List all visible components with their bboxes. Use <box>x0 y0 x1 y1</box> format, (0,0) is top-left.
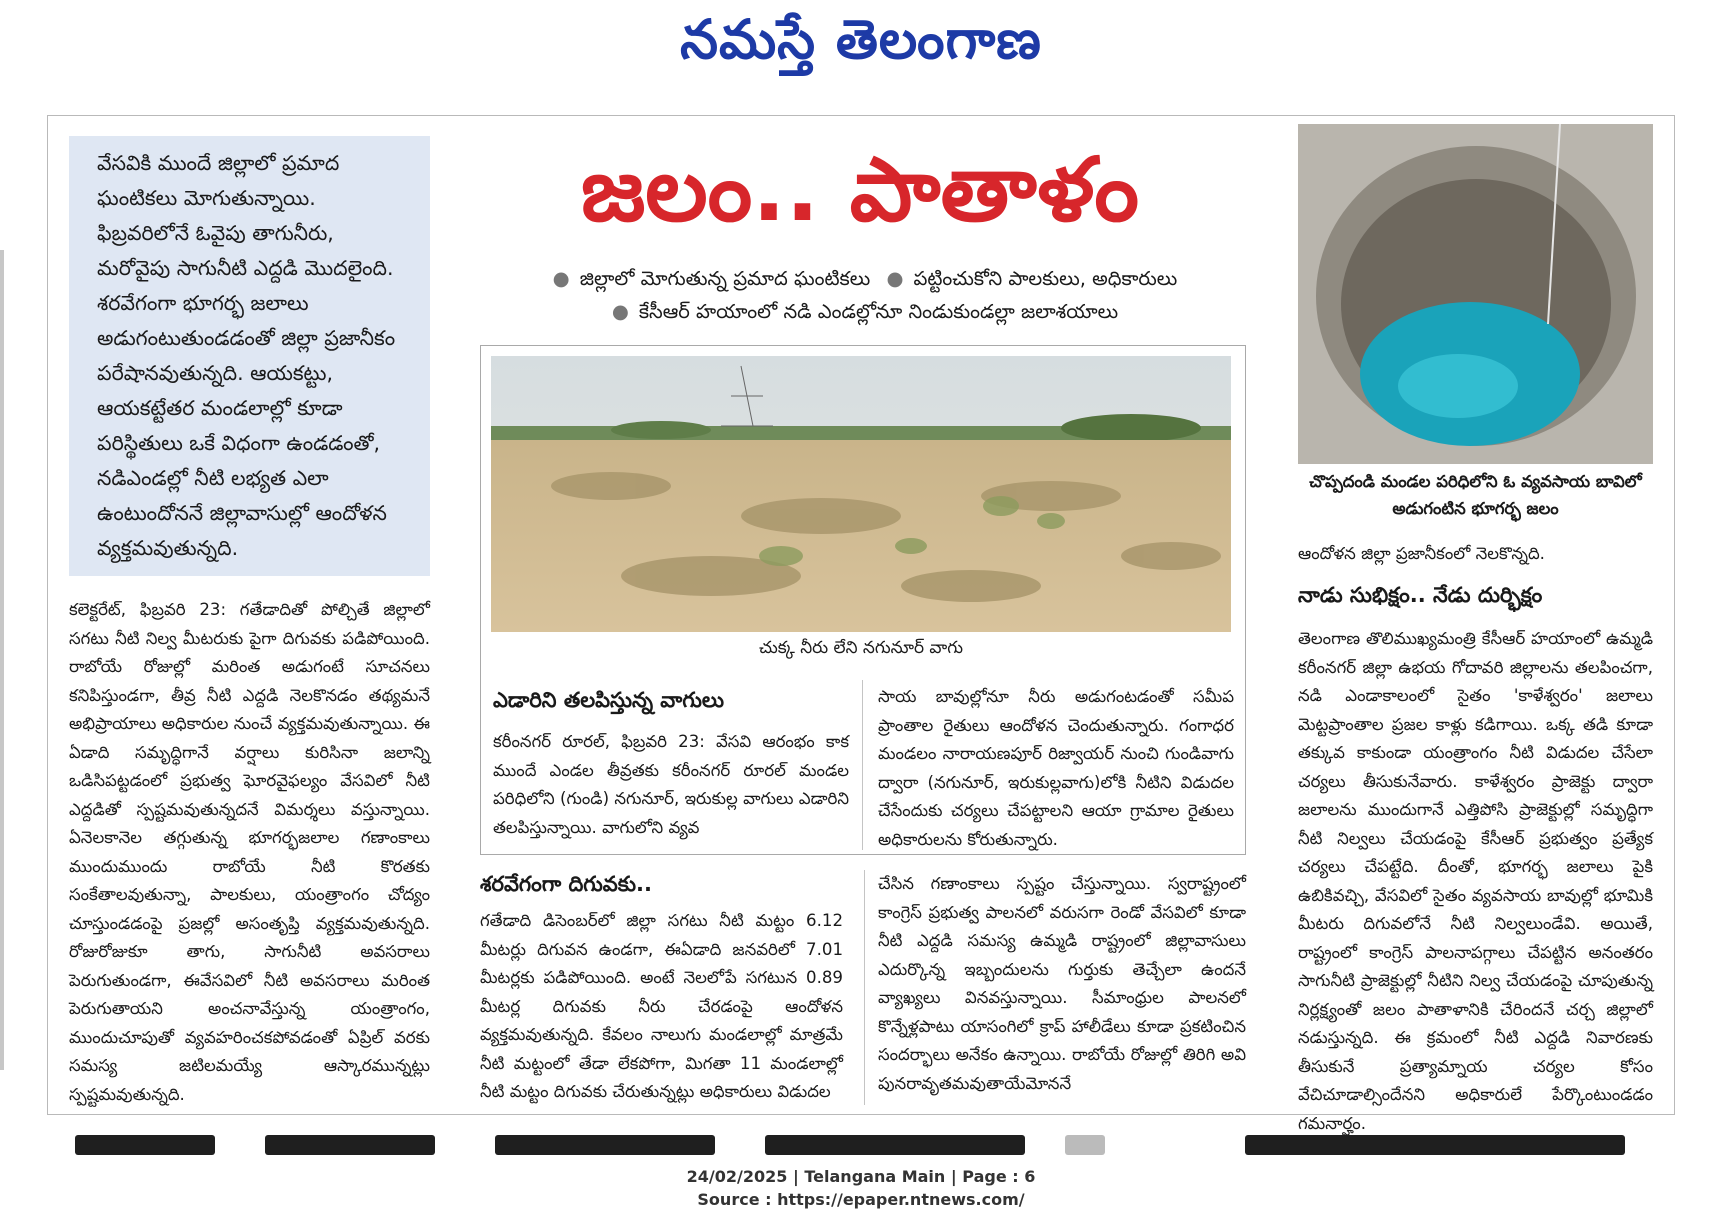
subhead-prosperity: నాడు సుభిక్షం.. నేడు దుర్భిక్షం <box>1298 583 1543 607</box>
sub2-col1 <box>480 907 843 1107</box>
bullet-icon: ● <box>886 267 904 290</box>
footer-date-line: 24/02/2025 | Telangana Main | Page : 6 <box>686 1167 1036 1186</box>
masthead-logo: నమస్తే తెలంగాణ <box>680 8 1042 71</box>
well-photo <box>1298 124 1653 464</box>
bullet-3: కేసీఆర్ హయాంలో నడి ఎండల్లోనూ నిండుకుండల్లా జలాశయాలు <box>638 300 1119 323</box>
left-body <box>69 596 430 1104</box>
teaser-text: వేసవికి ముందే జిల్లాలో ప్రమాద ఘంటికలు మోగుతున్నాయి. ఫిబ్రవరిలోనే ఓవైపు తాగునీరు, మరోవైపు సాగునీటి ఎద్దడి మొదలైంది. శరవేగంగా భూగర్భ జలాలు అడుగంటుతుండడంతో జిల్లా ప్రజానీకం పరేషానవుతున్నది. ఆయకట్టు, ఆయకట్టేతర మండలాల్లో కూడా పరిస్థితులు ఒకే విధంగా ఉండడంతో, నడిఎండల్లో నీటి లభ్యత ఎలా ఉంటుందోననే జిల్లావాసుల్లో ఆందోళన వ్యక్తమవుతున్నది. <box>97 151 396 560</box>
bullet-1: జిల్లాలో మోగుతున్న ప్రమాద ఘంటికలు <box>579 267 871 290</box>
subhead-deserts: ఎడారిని తలపిస్తున్న వాగులు <box>493 688 724 712</box>
left-body-text: కలెక్టరేట్, ఫిబ్రవరి 23: గతేడాదితో పోల్చితే జిల్లాలో సగటు నీటి నిల్వ మీటరుకు పైగా దిగువకు పడిపోయింది. రాబోయే రోజుల్లో మరింత అడుగంటే సూచనలు కనిపిస్తుండగా, తీవ్ర నీటి ఎద్దడి నెలకొనడం తథ్యమనే అభిప్రాయాలు అధికారుల నుంచే వ్యక్తమవుతున్నాయి. ఈ ఏడాది సమృద్ధిగానే వర్షాలు కురిసినా జలాన్ని ఒడిసిపట్టడంలో ప్రభుత్వ ఘోరవైఫల్యం వేసవిలో నీటి ఎద్దడితో స్పష్టమవుతున్నదనే విమర్శలు వస్తున్నాయి. ఏనెలకానెల తగ్గుతున్న భూగర్భజలాల గణాంకాలు ముందుముందు రాబోయే నీటి కొరతకు సంకేతాలవుతున్నా, పాలకులు, యంత్రాంగం చోద్యం చూస్తుండడంపై ప్రజల్లో అసంతృప్తి వ్యక్తమవుతున్నది. రోజురోజుకూ తాగు, సాగునీటి అవసరాలు పెరుగుతుండగా, ఈవేసవిలో నీటి అవసరాలు మరింత పెరుగుతాయని అంచనావేస్తున్న యంత్రాంగం, ముందుచూపుతో వ్యవహరించకపోవడంతో ఏప్రిల్ వరకు సమస్య జటిలమయ్యే ఆస్కారమున్నట్లు స్పష్టమవుతున్నది. <box>69 600 430 1104</box>
subhead-falling: శరవేగంగా దిగువకు.. <box>480 872 652 896</box>
sub2-col2-text: చేసిన గణాంకాలు స్పష్టం చేస్తున్నాయి. స్వరాష్ట్రంలో కాంగ్రెస్ ప్రభుత్వ పాలనలో వరుసగా రెండో వేసవిలో కూడా నీటి ఎద్దడి సమస్య ఉమ్మడి రాష్ట్రంలో జిల్లావాసులు ఎదుర్కొన్న ఇబ్బందులను గుర్తుకు తెచ్చేలా ఉందనే వ్యాఖ్యలు వినవస్తున్నాయి. సీమాంధ్రుల పాలనలో కొన్నేళ్లపాటు యాసంగిలో క్రాప్ హాలీడేలు కూడా ప్రకటించిన సందర్భాలు అనేకం ఉన్నాయి. రాబోయే రోజుల్లో తిరిగి అవి పునరావృతమవుతాయేమోననే <box>878 874 1246 1093</box>
sub2-col1-text: గతేడాది డిసెంబర్‌లో జిల్లా సగటు నీటి మట్టం 6.12 మీటర్లు దిగువన ఉండగా, ఈఏడాది జనవరిలో 7.01 మీటర్లకు పడిపోయింది. అంటే నెలలోపే సగటున 0.89 మీటర్ల దిగువకు నీరు చేరడంపై ఆందోళన వ్యక్తమవుతున్నది. కేవలం నాలుగు మండలాల్లో మాత్రమే నీటి మట్టంలో తేడా లేకపోగా, మిగతా 11 మండలాల్లో నీటి మట్టం దిగువకు చేరుతున్నట్లు అధికారులు విడుదల <box>480 911 843 1101</box>
footer-source-line: Source : https://epaper.ntnews.com/ <box>697 1190 1025 1209</box>
bullet-icon: ● <box>611 300 629 323</box>
column-divider <box>864 870 865 1105</box>
teaser-box <box>69 136 430 576</box>
well-caption: చొప్పదండి మండల పరిధిలోని ఓ వ్యవసాయ బావిలో అడుగంటిన భూగర్భ జలం <box>1309 472 1642 518</box>
sub1-col2 <box>878 683 1234 848</box>
adjacent-page-edge <box>0 250 4 1070</box>
sub2-col2 <box>878 870 1246 1105</box>
highlights <box>480 262 1240 328</box>
bullet-icon: ● <box>552 267 570 290</box>
bullet-2: పట్టించుకోని పాలకులు, అధికారులు <box>913 267 1178 290</box>
dry-stream-photo <box>491 356 1231 632</box>
right-body <box>1298 625 1653 1133</box>
right-body-text: తెలంగాణ తొలిముఖ్యమంత్రి కేసీఆర్ హయాంలో ఉమ్మడి కరీంనగర్ జిల్లా ఉభయ గోదావరి జిల్లాలను తలపించగా, నడి ఎండాకాలంలో సైతం 'కాళేశ్వరం' జలాలు మెట్టప్రాంతాల ప్రజల కాళ్లు కడిగాయి. ఒక్క తడి కూడా తక్కువ కాకుండా యంత్రాంగం నీటి విడుదల చేసేలా చర్యలు తీసుకునేవారు. కాళేశ్వరం ప్రాజెక్టు ద్వారా జలాలను ముందుగానే ఎత్తిపోసి ప్రాజెక్టుల్లో సమృద్ధిగా నీటి నిల్వలు చేయడంపై కేసీఆర్ ప్రభుత్వం ప్రత్యేక చర్యలు చేపట్టేది. దీంతో, భూగర్భ జలాలు పైకి ఉబికివచ్చి, వేసవిలో సైతం వ్యవసాయ బావుల్లో భూమికి మీటరు దిగువలోనే నీటి నిల్వలుండేవి. అయితే, రాష్ట్రంలో కాంగ్రెస్ పాలనాపగ్గాలు చేపట్టిన అనంతరం సాగునీటి ప్రాజెక్టుల్లో నీటిని నిల్వ చేయడంపై చూపుతున్న నిర్లక్ష్యంతో జలం పాతాళానికి చేరిందనే చర్చ జిల్లాలో నడుస్తున్నది. ఈ క్రమంలో నీటి ఎద్దడి నివారణకు తీసుకునే ప్రత్యామ్నాయ చర్యల కోసం వేచిచూడాల్సిందేనని అధికారులే పేర్కొంటుండడం గమనార్హం. <box>1298 629 1653 1133</box>
sub1-col1-text: కరీంనగర్ రూరల్, ఫిబ్రవరి 23: వేసవి ఆరంభం కాక ముందే ఎండల తీవ్రతకు కరీంనగర్ రూరల్ మండల పరిధిలోని (గుండి) నగునూర్, ఇరుకుల్ల వాగులు ఎడారిని తలపిస్తున్నాయి. వాగులోని వ్యవ <box>493 732 849 837</box>
sub1-col1 <box>493 728 849 848</box>
photo-caption: చుక్క నీరు లేని నగునూర్ వాగు <box>758 638 964 658</box>
next-article-cutoff <box>65 1135 1675 1155</box>
column-divider <box>862 680 863 850</box>
headline: జలం.. పాతాళం <box>580 138 1140 241</box>
right-lead-text: ఆందోళన జిల్లా ప్రజానీకంలో నెలకొన్నది. <box>1298 544 1545 563</box>
sub1-col2-text: సాయ బావుల్లోనూ నీరు అడుగంటడంతో సమీప ప్రాంతాల రైతులు ఆందోళన చెందుతున్నారు. గంగాధర మండలం నారాయణపూర్ రిజ్వాయర్ నుంచి గుండివాగు ద్వారా (నగునూర్, ఇరుకుల్లవాగు)లోకి నీటిని విడుదల చేసేందుకు చర్యలు చేపట్టాలని ఆయా గ్రామాల రైతులు అధికారులను కోరుతున్నారు. <box>878 687 1234 849</box>
right-lead <box>1298 540 1653 569</box>
